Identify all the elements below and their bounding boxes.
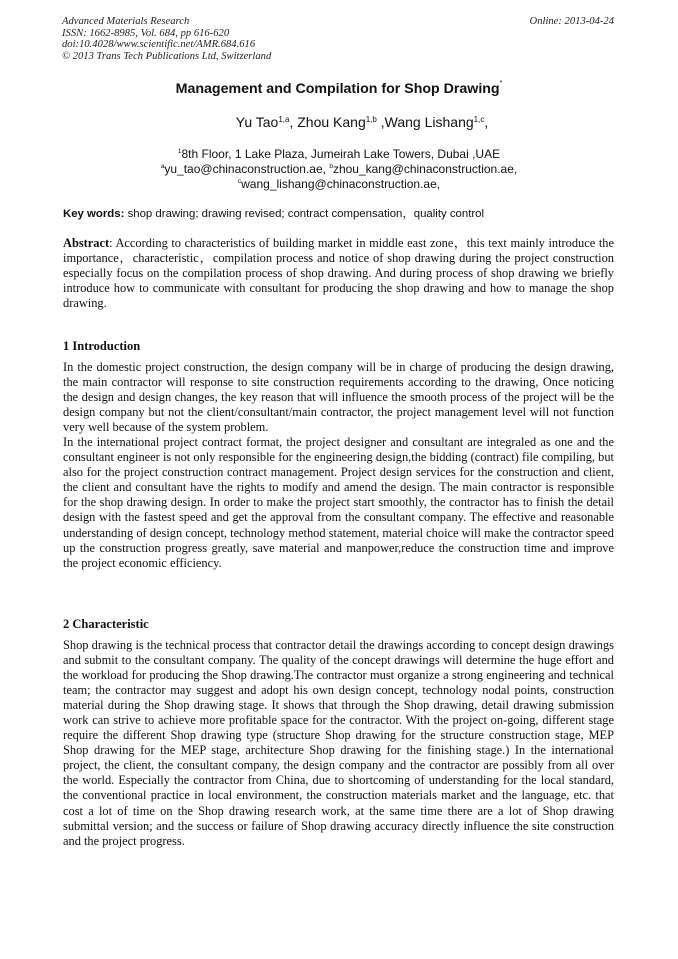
journal-name: Advanced Materials Research bbox=[62, 16, 190, 27]
paragraph: In the international project contract format, the project designer and consultant are integraled as one and the consultant engineer is not only responsible for the engineering design,the bidding (contract) file compiling, but also for the project construction contract management. Project design services for the construction and client, the client and consultant have the rights to modify and amend the design. The main contractor is responsible for the shop drawing design. In order to make the project start smoothly, the contractor has to finish the detail design with the fastest speed and get the approval from the consultant company. The effective and reasonable understanding of design concept, technology method statement, material choice will make the contractor speed up the construction progress greatly, save material and manpower,reduce the construction time and improve the project economic efficiency. bbox=[63, 435, 614, 570]
online-date: Online: 2013-04-24 bbox=[529, 16, 614, 27]
paper-title bbox=[0, 80, 678, 97]
keywords bbox=[63, 205, 484, 221]
issn-line: ISSN: 1662-8985, Vol. 684, pp 616-620 bbox=[62, 27, 230, 39]
title-footnote-mark: * bbox=[499, 80, 503, 87]
keywords-text: shop drawing; drawing revised; contract compensation，quality control bbox=[124, 208, 485, 220]
author-superscript: 1,c bbox=[473, 115, 485, 124]
introduction-body bbox=[63, 360, 614, 571]
author-superscript: 1,a bbox=[278, 115, 290, 124]
paragraph: Shop drawing is the technical process that contractor detail the drawings according to concept design drawings and submit to the consultant company. The quality of the concept drawings will determine the huge effort and the workload for producing the Shop drawing.The contractor must organize a strong engineering and technical team; the contractor may suggest and adopt his own design concept, technology nodal points, construction material during the Shop drawing stage. It shows that through the Shop drawing, detail drawing submission work can strive to achieve more profitable space for the contractor. With the project on-going, different stage require the different Shop drawing type (structure Shop drawing for the structure construction stage, MEP Shop drawing for the MEP stage, architecture Shop drawing for the finishing stage.) In the international project, the client, the consultant company, the design company and the contractor are possibly from all over the world. Especially the contractor from China, due to shortcoming of understanding for the local standard, the conventional practice in local environment, the construction materials market and the language, etc. that cost a lot of time on the Shop drawing research work, at the same time there are a lot of Shop drawing submittal version; and the success or failure of Shop drawing accuracy directly influence the site construction and the project progress. bbox=[63, 638, 614, 848]
affiliation-email-c bbox=[0, 175, 678, 191]
email-superscript: a bbox=[160, 163, 165, 170]
email-a: yu_tao@chinaconstruction.ae, bbox=[164, 162, 330, 176]
affiliation-address bbox=[0, 145, 678, 161]
email-superscript: c bbox=[237, 178, 242, 185]
section-heading-characteristic: 2 Characteristic bbox=[63, 617, 149, 631]
affiliation-emails bbox=[0, 160, 678, 176]
affiliation-superscript: 1 bbox=[177, 148, 182, 155]
author-name: Zhou Kang bbox=[297, 114, 366, 130]
author-name: Wang Lishang bbox=[384, 114, 474, 130]
title-text: Management and Compilation for Shop Drawing bbox=[175, 81, 500, 97]
email-superscript: b bbox=[329, 163, 333, 170]
copyright-line: © 2013 Trans Tech Publications Ltd, Switzerland bbox=[62, 50, 272, 62]
journal-header bbox=[62, 16, 271, 62]
paragraph: In the domestic project construction, the design company will be in charge of producing the design drawing, the main contractor will response to site construction requirements according to the drawing, Once noticing the design and design changes, the key reason that will influence the smooth process of the project will be the design company but not the client/consultant/main contractor, the project management level will not function very well because of the system problem. bbox=[63, 360, 614, 435]
address-text: 8th Floor, 1 Lake Plaza, Jumeirah Lake Towers, Dubai ,UAE bbox=[181, 147, 501, 161]
abstract-label: Abstract bbox=[63, 236, 110, 250]
author-list: Yu Tao$^{1,a}$, Zhou Kang$^{1,b}$ ,Wang Lishang$^{1,c}$, bbox=[235, 114, 489, 130]
author-superscript: 1,b bbox=[365, 115, 377, 124]
section-heading-introduction: 1 Introduction bbox=[63, 339, 141, 353]
characteristic-body bbox=[63, 638, 614, 849]
email-b: zhou_kang@chinaconstruction.ae, bbox=[332, 162, 518, 176]
doi-line: doi:10.4028/www.scientific.net/AMR.684.616 bbox=[62, 39, 256, 50]
keywords-label: Key words: bbox=[63, 208, 125, 220]
abstract bbox=[63, 236, 614, 311]
author-name: Yu Tao bbox=[235, 114, 279, 130]
abstract-text: : According to characteristics of building market in middle east zone，this text mainly introduce the importance，characteristic，compilation process and notice of shop drawing during the project construction especially focus on the compilation process of shop drawing. And during process of shop drawing we briefly introduce how to communicate with consultant for producing the shop drawing and how to manage the shop drawing. bbox=[63, 236, 614, 311]
email-c: wang_lishang@chinaconstruction.ae, bbox=[241, 177, 441, 191]
